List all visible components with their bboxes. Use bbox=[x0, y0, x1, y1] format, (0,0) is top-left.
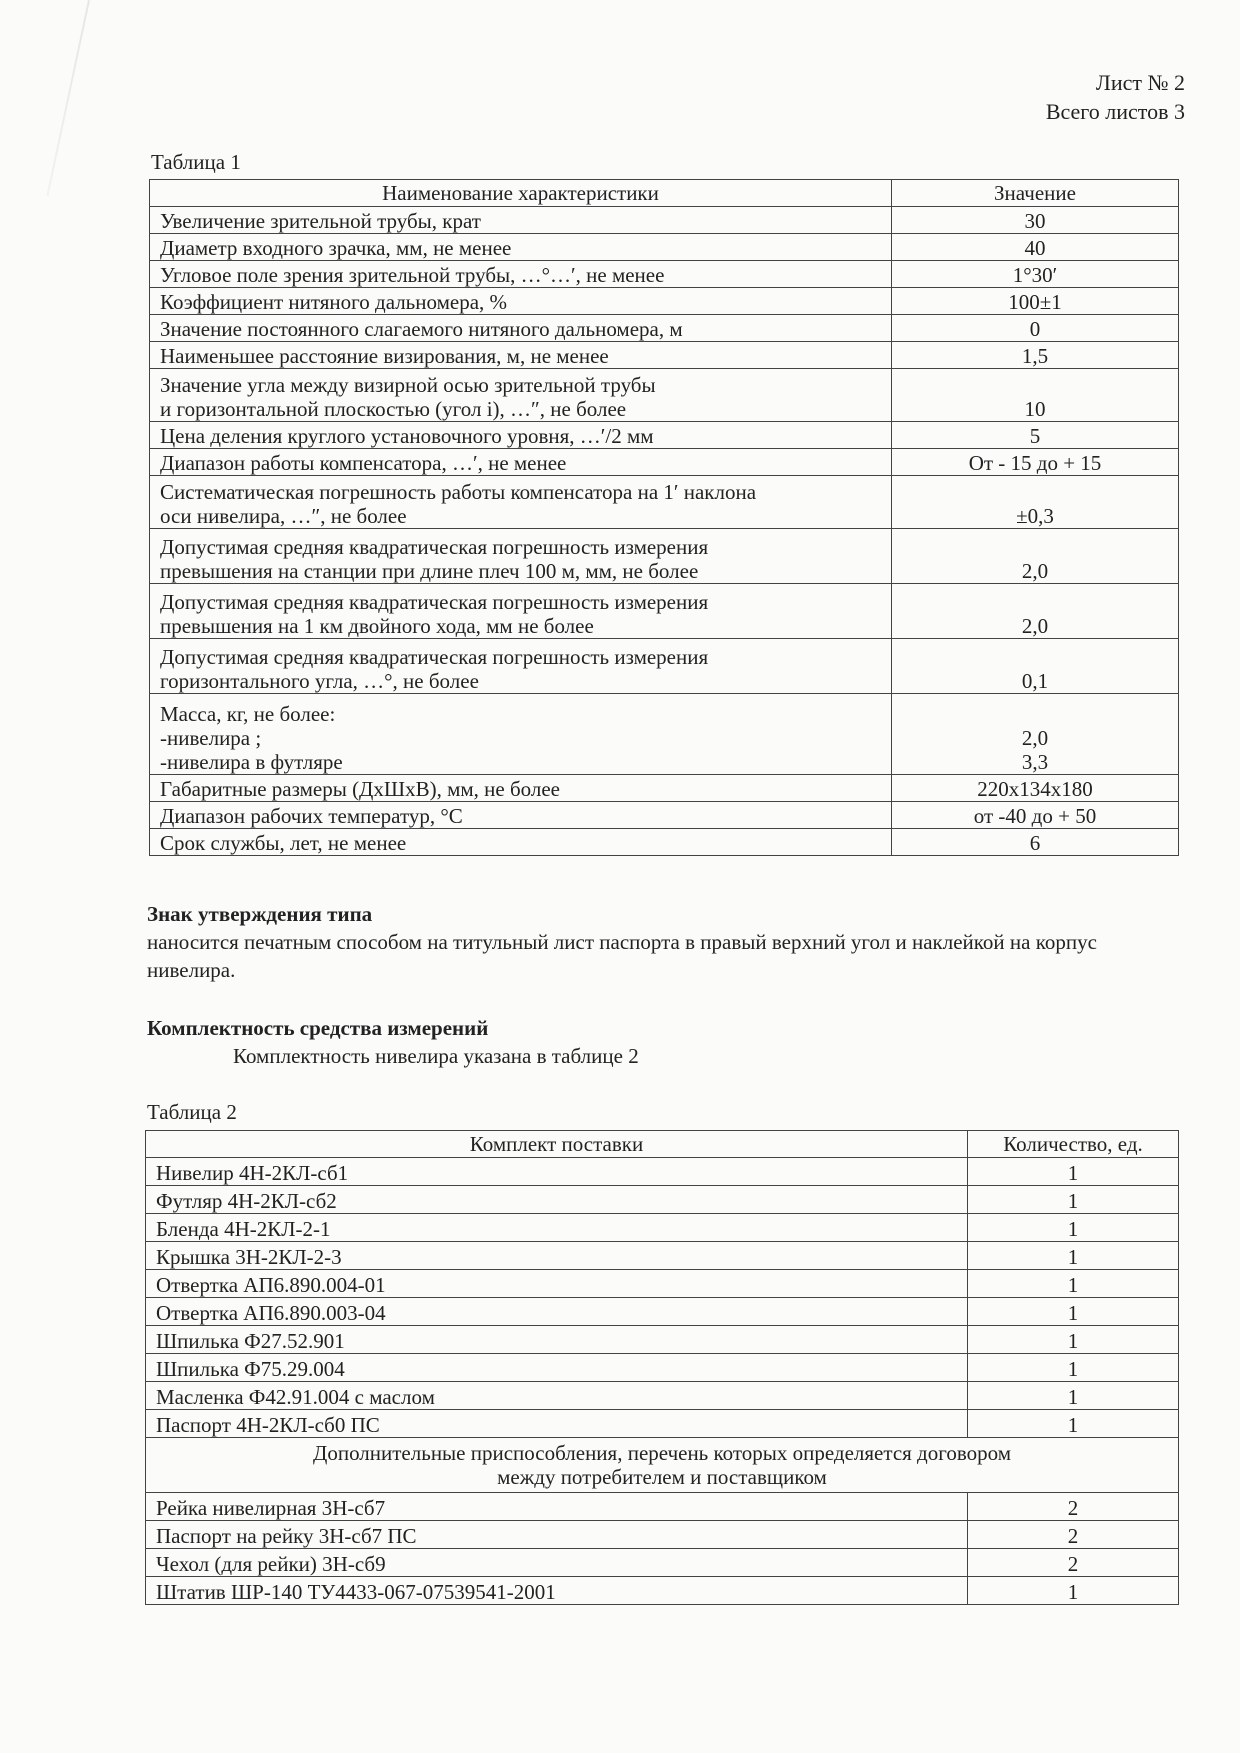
characteristic-name-line: Допустимая средняя квадратическая погрешность измерения bbox=[160, 535, 709, 559]
table-row bbox=[150, 369, 1179, 422]
delivery-set-table bbox=[145, 1130, 1179, 1605]
item-quantity: 2 bbox=[968, 1549, 1179, 1577]
table-row bbox=[150, 422, 1179, 449]
item-quantity: 1 bbox=[968, 1354, 1179, 1382]
item-quantity: 2 bbox=[968, 1493, 1179, 1521]
table-row bbox=[150, 829, 1179, 856]
item-name: Футляр 4Н-2КЛ-сб2 bbox=[146, 1186, 968, 1214]
characteristic-value bbox=[892, 234, 1179, 261]
characteristic-name-line: Масса, кг, не более: bbox=[160, 702, 336, 726]
characteristic-name-line: Допустимая средняя квадратическая погрешность измерения bbox=[160, 590, 709, 614]
table1-header-name: Наименование характеристики bbox=[150, 180, 892, 207]
characteristic-name bbox=[150, 261, 892, 288]
item-name: Паспорт 4Н-2КЛ-сб0 ПС bbox=[146, 1410, 968, 1438]
characteristic-value-line: 2,0 bbox=[1021, 726, 1049, 750]
characteristic-value-line: 5 bbox=[1029, 424, 1041, 448]
characteristic-name bbox=[150, 342, 892, 369]
characteristic-name bbox=[150, 288, 892, 315]
characteristic-value-line: 0,1 bbox=[1021, 669, 1049, 693]
characteristic-value bbox=[892, 529, 1179, 584]
characteristic-name bbox=[150, 207, 892, 234]
characteristic-value bbox=[892, 449, 1179, 476]
characteristic-value bbox=[892, 207, 1179, 234]
table-row bbox=[146, 1242, 1179, 1270]
characteristic-name-line: Угловое поле зрения зрительной трубы, …°…′, не менее bbox=[160, 263, 665, 287]
characteristic-name bbox=[150, 476, 892, 529]
item-name: Масленка Ф42.91.004 с маслом bbox=[146, 1382, 968, 1410]
table-row bbox=[146, 1158, 1179, 1186]
characteristic-value bbox=[892, 775, 1179, 802]
characteristic-name bbox=[150, 529, 892, 584]
characteristic-name bbox=[150, 775, 892, 802]
table-row bbox=[146, 1326, 1179, 1354]
characteristic-value bbox=[892, 476, 1179, 529]
item-quantity: 1 bbox=[968, 1214, 1179, 1242]
completeness-text: Комплектность нивелира указана в таблице 2 bbox=[233, 1044, 639, 1068]
extra-items-header-line: между потребителем и поставщиком bbox=[497, 1465, 827, 1489]
item-name: Рейка нивелирная 3Н-сб7 bbox=[146, 1493, 968, 1521]
item-name: Чехол (для рейки) 3Н-сб9 bbox=[146, 1549, 968, 1577]
item-name: Нивелир 4Н-2КЛ-сб1 bbox=[146, 1158, 968, 1186]
characteristic-value bbox=[892, 802, 1179, 829]
item-name: Отвертка АП6.890.004-01 bbox=[146, 1270, 968, 1298]
completeness-section bbox=[147, 1014, 1187, 1070]
characteristic-name-line: Габаритные размеры (ДхШхВ), мм, не более bbox=[160, 777, 560, 801]
characteristic-value-line: ±0,3 bbox=[1016, 504, 1054, 528]
table1-caption: Таблица 1 bbox=[151, 150, 241, 174]
table2-header-qty: Количество, ед. bbox=[968, 1131, 1179, 1158]
characteristic-name-line: горизонтального угла, …°, не более bbox=[160, 669, 479, 693]
characteristic-value bbox=[892, 584, 1179, 639]
characteristic-value-line: 1,5 bbox=[1021, 344, 1049, 368]
characteristic-name-line: Диапазон работы компенсатора, …′, не менее bbox=[160, 451, 567, 475]
table2-header-name: Комплект поставки bbox=[146, 1131, 968, 1158]
characteristic-name-line: Диапазон рабочих температур, °С bbox=[160, 804, 463, 828]
item-name: Бленда 4Н-2КЛ-2-1 bbox=[146, 1214, 968, 1242]
approval-heading: Знак утверждения типа bbox=[147, 902, 373, 926]
characteristic-value-line: от -40 до + 50 bbox=[973, 804, 1097, 828]
characteristic-name-line: превышения на 1 км двойного хода, мм не более bbox=[160, 614, 594, 638]
item-name: Шпилька Ф75.29.004 bbox=[146, 1354, 968, 1382]
approval-text: наносится печатным способом на титульный лист паспорта в правый верхний угол и наклейкой на корпус нивелира. bbox=[147, 930, 1097, 982]
characteristic-name bbox=[150, 829, 892, 856]
table-row bbox=[150, 261, 1179, 288]
characteristics-table bbox=[149, 179, 1179, 856]
sheet-total: Всего листов 3 bbox=[1045, 99, 1185, 124]
item-quantity: 1 bbox=[968, 1270, 1179, 1298]
characteristic-name-line: Наименьшее расстояние визирования, м, не менее bbox=[160, 344, 609, 368]
characteristic-name-line: Цена деления круглого установочного уровня, …′/2 мм bbox=[160, 424, 654, 448]
item-quantity: 1 bbox=[968, 1186, 1179, 1214]
table-row bbox=[150, 207, 1179, 234]
characteristic-value bbox=[892, 369, 1179, 422]
characteristic-name-line: Коэффициент нитяного дальномера, % bbox=[160, 290, 508, 314]
characteristic-name bbox=[150, 449, 892, 476]
characteristic-name bbox=[150, 639, 892, 694]
table-row bbox=[146, 1298, 1179, 1326]
characteristic-name bbox=[150, 369, 892, 422]
completeness-heading: Комплектность средства измерений bbox=[147, 1016, 489, 1040]
table-row bbox=[150, 584, 1179, 639]
characteristic-name-line: -нивелира в футляре bbox=[160, 750, 343, 774]
characteristic-name bbox=[150, 694, 892, 775]
table-row bbox=[146, 1186, 1179, 1214]
item-quantity: 2 bbox=[968, 1521, 1179, 1549]
table-row bbox=[150, 529, 1179, 584]
extra-items-header bbox=[146, 1438, 1179, 1493]
item-name: Крышка 3Н-2КЛ-2-3 bbox=[146, 1242, 968, 1270]
table2-caption: Таблица 2 bbox=[147, 1100, 237, 1124]
table-row bbox=[150, 342, 1179, 369]
characteristic-name-line: Увеличение зрительной трубы, крат bbox=[160, 209, 481, 233]
characteristic-value bbox=[892, 315, 1179, 342]
characteristic-value bbox=[892, 422, 1179, 449]
characteristic-name-line: Диаметр входного зрачка, мм, не менее bbox=[160, 236, 512, 260]
characteristic-name-line: Допустимая средняя квадратическая погрешность измерения bbox=[160, 645, 709, 669]
extra-items-header-row bbox=[146, 1438, 1179, 1493]
extra-items-header-line: Дополнительные приспособления, перечень которых определяется договором bbox=[313, 1441, 1011, 1465]
item-name: Штатив ШР-140 ТУ4433-067-07539541-2001 bbox=[146, 1577, 968, 1605]
characteristic-value-line: 0 bbox=[1029, 317, 1041, 341]
characteristic-value bbox=[892, 261, 1179, 288]
table-row bbox=[150, 802, 1179, 829]
item-quantity: 1 bbox=[968, 1242, 1179, 1270]
table-row bbox=[150, 639, 1179, 694]
characteristic-value-line: От - 15 до + 15 bbox=[968, 451, 1102, 475]
characteristic-value bbox=[892, 829, 1179, 856]
characteristic-name bbox=[150, 802, 892, 829]
characteristic-name-line: Срок службы, лет, не менее bbox=[160, 831, 407, 855]
characteristic-name-line: и горизонтальной плоскостью (угол i), …″, не более bbox=[160, 397, 627, 421]
characteristic-name bbox=[150, 315, 892, 342]
item-quantity: 1 bbox=[968, 1326, 1179, 1354]
table-row bbox=[146, 1214, 1179, 1242]
characteristic-value bbox=[892, 639, 1179, 694]
sheet-number: Лист № 2 bbox=[1095, 70, 1185, 95]
item-quantity: 1 bbox=[968, 1158, 1179, 1186]
table-row bbox=[150, 775, 1179, 802]
characteristic-value-line: 1°30′ bbox=[1012, 263, 1058, 287]
scan-artifact bbox=[46, 0, 90, 196]
characteristic-name-line: Систематическая погрешность работы компенсатора на 1′ наклона bbox=[160, 480, 757, 504]
table-row bbox=[146, 1270, 1179, 1298]
characteristic-value bbox=[892, 342, 1179, 369]
characteristic-value-line: 2,0 bbox=[1021, 614, 1049, 638]
table-row bbox=[146, 1521, 1179, 1549]
table-row bbox=[146, 1410, 1179, 1438]
characteristic-value-line: 220x134x180 bbox=[977, 777, 1093, 801]
table-row bbox=[150, 315, 1179, 342]
table1-header-value: Значение bbox=[892, 180, 1179, 207]
item-quantity: 1 bbox=[968, 1382, 1179, 1410]
table-row bbox=[146, 1354, 1179, 1382]
characteristic-name-line: Значение угла между визирной осью зрительной трубы bbox=[160, 373, 656, 397]
item-name: Паспорт на рейку 3Н-сб7 ПС bbox=[146, 1521, 968, 1549]
sheet-info bbox=[1046, 68, 1185, 126]
approval-section bbox=[147, 900, 1187, 984]
table-row bbox=[146, 1493, 1179, 1521]
table-row bbox=[146, 1382, 1179, 1410]
table-row bbox=[150, 476, 1179, 529]
table-row bbox=[150, 288, 1179, 315]
item-name: Шпилька Ф27.52.901 bbox=[146, 1326, 968, 1354]
characteristic-value-line: 3,3 bbox=[1021, 750, 1049, 774]
table-row bbox=[146, 1549, 1179, 1577]
item-quantity: 1 bbox=[968, 1410, 1179, 1438]
characteristic-value-line: 40 bbox=[1024, 236, 1046, 260]
characteristic-value-line: 100±1 bbox=[1008, 290, 1062, 314]
characteristic-name bbox=[150, 234, 892, 261]
characteristic-name-line: -нивелира ; bbox=[160, 726, 262, 750]
characteristic-value bbox=[892, 288, 1179, 315]
characteristic-name-line: Значение постоянного слагаемого нитяного дальномера, м bbox=[160, 317, 683, 341]
table-row bbox=[150, 694, 1179, 775]
item-quantity: 1 bbox=[968, 1298, 1179, 1326]
characteristic-value-line: 30 bbox=[1024, 209, 1046, 233]
characteristic-name bbox=[150, 584, 892, 639]
characteristic-value-line: 6 bbox=[1029, 831, 1041, 855]
characteristic-name bbox=[150, 422, 892, 449]
characteristic-value bbox=[892, 694, 1179, 775]
characteristic-name-line: оси нивелира, …″, не более bbox=[160, 504, 407, 528]
characteristic-value-line: 2,0 bbox=[1021, 559, 1049, 583]
table-row bbox=[150, 449, 1179, 476]
characteristic-name-line: превышения на станции при длине плеч 100 м, мм, не более bbox=[160, 559, 699, 583]
table-row bbox=[146, 1577, 1179, 1605]
table-row bbox=[150, 234, 1179, 261]
characteristic-value-line: 10 bbox=[1024, 397, 1046, 421]
item-name: Отвертка АП6.890.003-04 bbox=[146, 1298, 968, 1326]
item-quantity: 1 bbox=[968, 1577, 1179, 1605]
